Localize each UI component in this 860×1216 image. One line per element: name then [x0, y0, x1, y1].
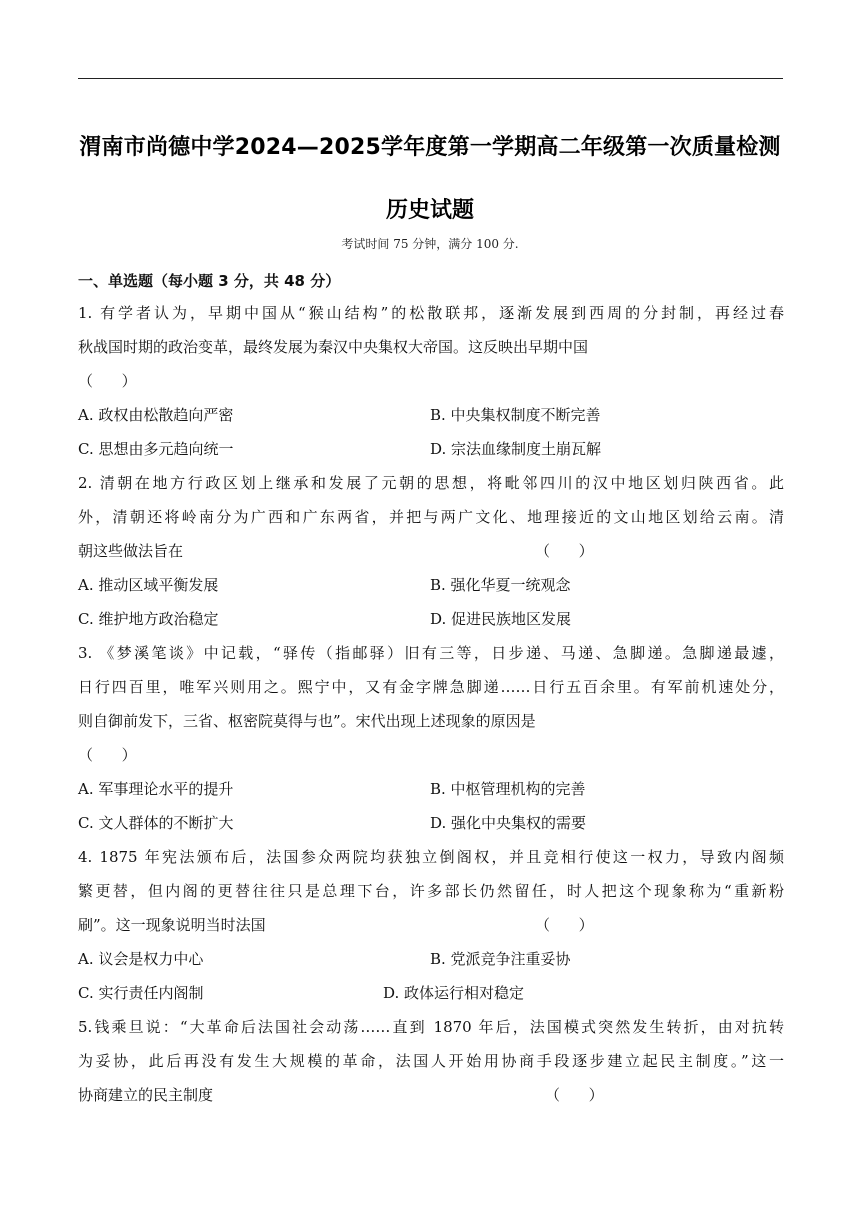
question-3-line-3: 则自御前发下，三省、枢密院莫得与也”。宋代出现上述现象的原因是 [78, 712, 536, 730]
question-4-line-2: 繁更替，但内阁的更替往往只是总理下台，许多部长仍然留任，时人把这个现象称为“重新粉 [78, 882, 784, 900]
question-4-option-c: C. 实行责任内阁制 [78, 984, 204, 1002]
question-5-line-2: 为妥协，此后再没有发生大规模的革命，法国人开始用协商手段逐步建立起民主制度。”这一 [78, 1052, 784, 1070]
question-2-line-1: 2. 清朝在地方行政区划上继承和发展了元朝的思想，将毗邻四川的汉中地区划归陕西省。此 [78, 474, 784, 492]
question-1-option-a: A. 政权由松散趋向严密 [78, 406, 234, 424]
question-2-line-3: 朝这些做法旨在 [78, 542, 184, 560]
question-1-option-c: C. 思想由多元趋向统一 [78, 440, 234, 458]
exam-title: 渭南市尚德中学2024—2025学年度第一学期高二年级第一次质量检测 [79, 135, 781, 160]
answer-paren-4: （ ） [535, 916, 594, 934]
question-4-line-3: 刷”。这一现象说明当时法国 [78, 916, 266, 934]
question-3-option-a: A. 军事理论水平的提升 [78, 780, 234, 798]
question-1-line-2: 秋战国时期的政治变革，最终发展为秦汉中央集权大帝国。这反映出早期中国 [78, 338, 589, 356]
question-3-option-c: C. 文人群体的不断扩大 [78, 814, 234, 832]
exam-info: 考试时间 75 分钟，满分 100 分. [341, 237, 519, 251]
question-1-line-1: 1. 有学者认为，早期中国从“猴山结构”的松散联邦，逐渐发展到西周的分封制，再经过春 [78, 304, 784, 322]
answer-paren-2: （ ） [535, 542, 594, 560]
question-2-line-2: 外，清朝还将岭南分为广西和广东两省，并把与两广文化、地理接近的文山地区划给云南。清 [78, 508, 784, 526]
question-3-line-1: 3. 《梦溪笔谈》中记载，“驿传（指邮驿）旧有三等，日步递、马递、急脚递。急脚递最遽， [78, 644, 784, 662]
question-2-option-a: A. 推动区域平衡发展 [78, 576, 219, 594]
question-1-option-d: D. 宗法血缘制度土崩瓦解 [430, 440, 602, 458]
question-2-option-c: C. 维护地方政治稳定 [78, 610, 219, 628]
question-4-line-1: 4. 1875 年宪法颁布后，法国参众两院均获独立倒阁权，并且竞相行使这一权力，导致内阁频 [78, 848, 784, 866]
question-4-option-b: B. 党派竞争注重妥协 [430, 950, 571, 968]
question-4-option-a: A. 议会是权力中心 [78, 950, 204, 968]
question-5-line-1: 5.钱乘旦说：“大革命后法国社会动荡……直到 1870 年后，法国模式突然发生转折，由对抗转 [78, 1018, 784, 1036]
answer-paren-5: （ ） [545, 1086, 604, 1104]
question-2-option-d: D. 促进民族地区发展 [430, 610, 572, 628]
question-2-option-b: B. 强化华夏一统观念 [430, 576, 571, 594]
subject-title: 历史试题 [385, 198, 474, 223]
header-rule [78, 78, 783, 79]
answer-paren-3: （ ） [78, 746, 137, 764]
question-3-line-2: 日行四百里，唯军兴则用之。熙宁中，又有金字牌急脚递……日行五百余里。有军前机速处分， [78, 678, 784, 696]
question-1-option-b: B. 中央集权制度不断完善 [430, 406, 601, 424]
answer-paren-1: （ ） [78, 372, 137, 390]
question-4-option-d: D. 政体运行相对稳定 [383, 984, 525, 1002]
question-5-line-3: 协商建立的民主制度 [78, 1086, 214, 1104]
question-3-option-b: B. 中枢管理机构的完善 [430, 780, 586, 798]
section-heading: 一、单选题（每小题 3 分，共 48 分） [78, 272, 341, 290]
question-3-option-d: D. 强化中央集权的需要 [430, 814, 587, 832]
